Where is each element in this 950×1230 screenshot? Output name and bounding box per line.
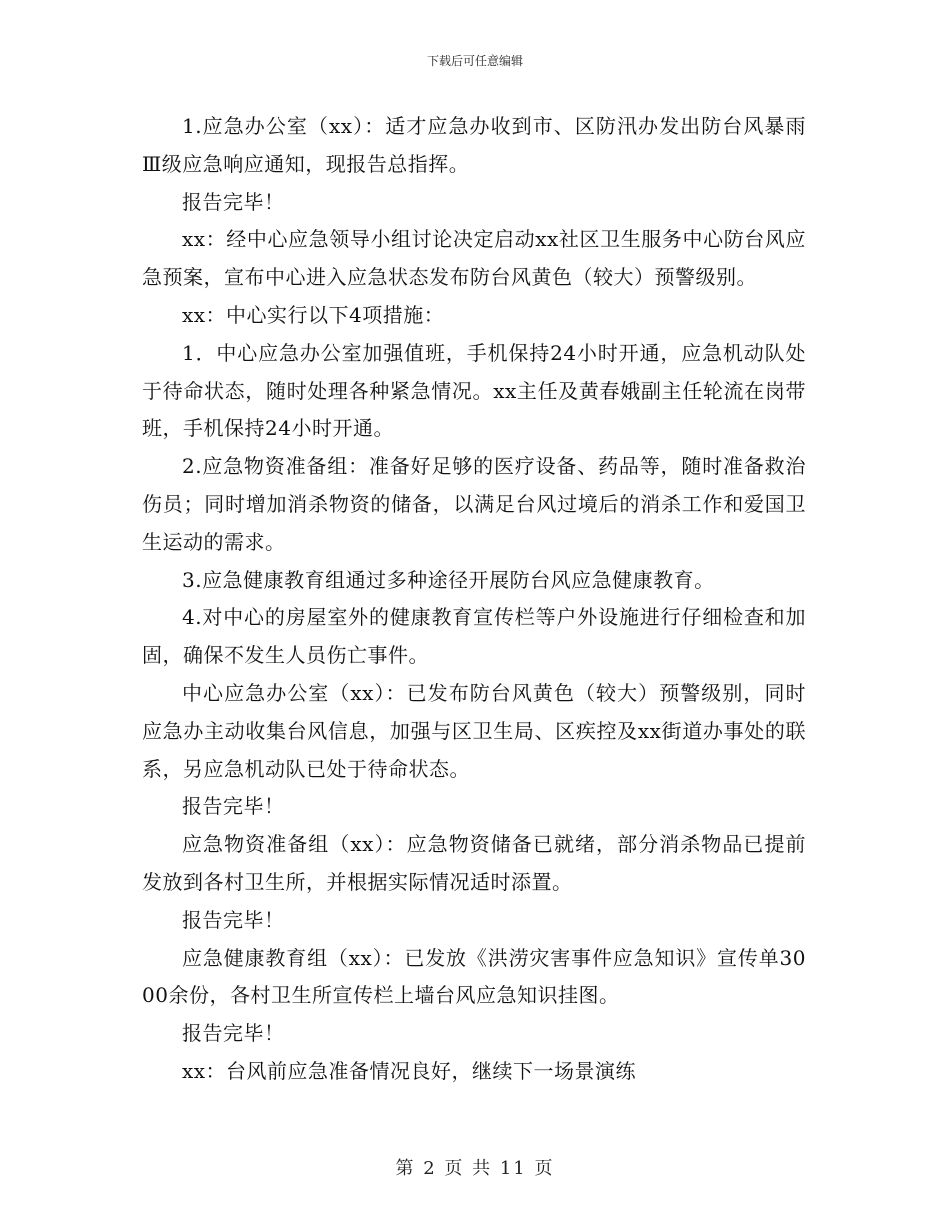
- paragraph: 4.对中心的房屋室外的健康教育宣传栏等户外设施进行仔细检查和加固，确保不发生人员伤亡事件。: [142, 605, 806, 668]
- paragraph: xx：台风前应急准备情况良好，继续下一场景演练: [182, 1058, 637, 1083]
- paragraph: 报告完毕！: [182, 794, 285, 819]
- paragraph: xx：中心实行以下4项措施：: [182, 302, 445, 327]
- paragraph: xx：经中心应急领导小组讨论决定启动xx社区卫生服务中心防台风应急预案，宣布中心进入应急状态发布防台风黄色（较大）预警级别。: [142, 227, 806, 290]
- paragraph: 2.应急物资准备组：准备好足够的医疗设备、药品等，随时准备救治伤员；同时增加消杀物资的储备，以满足台风过境后的消杀工作和爱国卫生运动的需求。: [142, 454, 806, 554]
- paragraph: 报告完毕！: [182, 1021, 285, 1046]
- paragraph: 应急健康教育组（xx）：已发放《洪涝灾害事件应急知识》宣传单3000余份，各村卫生所宣传栏上墙台风应急知识挂图。: [142, 945, 806, 1008]
- paragraph: 1.应急办公室（xx）：适才应急办收到市、区防汛办发出防台风暴雨Ⅲ级应急响应通知，现报告总指挥。: [142, 114, 806, 176]
- paragraph: 中心应急办公室（xx）：已发布防台风黄色（较大）预警级别，同时应急办主动收集台风信息，加强与区卫生局、区疾控及xx街道办事处的联系，另应急机动队已处于待命状态。: [142, 680, 806, 781]
- page-header-note: 下载后可任意编辑: [426, 54, 523, 68]
- paragraph: 报告完毕！: [182, 907, 285, 932]
- page-number-footer: 第 2 页 共 11 页: [395, 1158, 555, 1179]
- paragraph: 报告完毕！: [182, 189, 285, 214]
- paragraph: 1．中心应急办公室加强值班，手机保持24小时开通，应急机动队处于待命状态，随时处理各种紧急情况。xx主任及黄春娥副主任轮流在岗带班，手机保持24小时开通。: [142, 340, 806, 441]
- document-body: [142, 108, 806, 1091]
- paragraph: 应急物资准备组（xx）：应急物资储备已就绪，部分消杀物品已提前发放到各村卫生所，并根据实际情况适时添置。: [142, 832, 806, 894]
- paragraph: 3.应急健康教育组通过多种途径开展防台风应急健康教育。: [182, 567, 715, 592]
